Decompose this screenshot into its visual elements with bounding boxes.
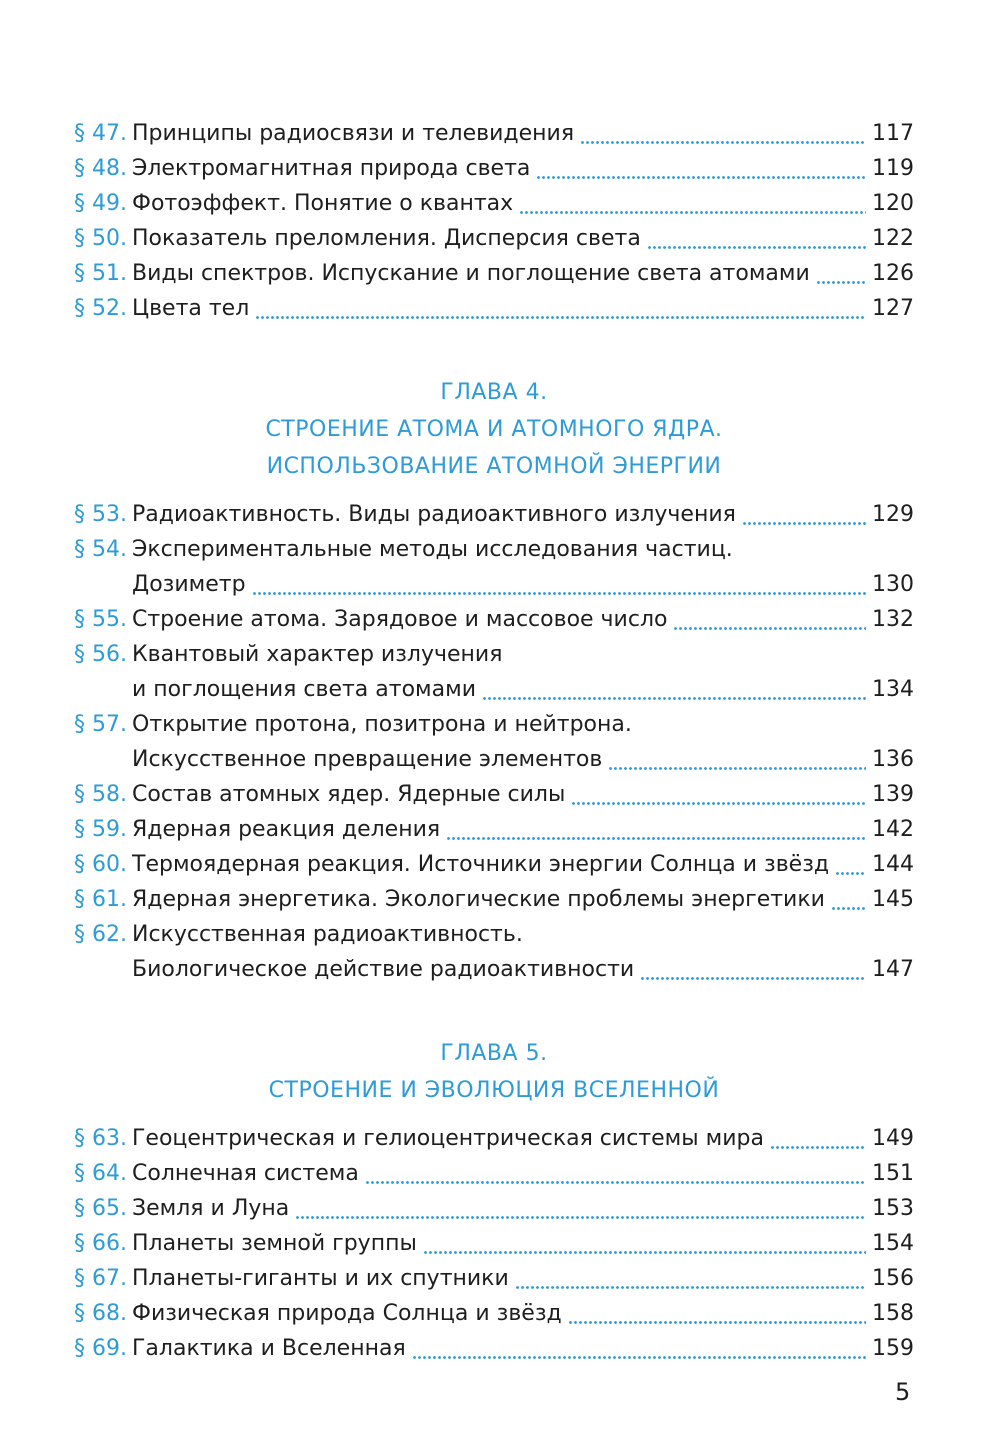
toc-entry[interactable] [74, 602, 914, 637]
dot-leader [446, 812, 866, 847]
dot-leader [673, 602, 866, 637]
toc-entry[interactable] [74, 497, 914, 532]
dot-leader [831, 882, 866, 917]
entry-line [132, 602, 914, 637]
page-reference: 117 [872, 121, 914, 146]
chapter-heading [74, 374, 914, 485]
entry-line [132, 917, 914, 952]
chapter-heading [74, 1035, 914, 1109]
entry-line [132, 1121, 914, 1156]
toc-entry[interactable] [74, 1261, 914, 1296]
toc-entry[interactable] [74, 917, 914, 987]
section-number: § 69. [74, 1336, 127, 1361]
entry-title: Квантовый характер излучения [132, 642, 503, 667]
dot-leader [295, 1191, 866, 1226]
entry-title: Физическая природа Солнца и звёзд [132, 1301, 562, 1326]
entry-title: Биологическое действие радиоактивности [132, 957, 635, 982]
dot-leader [647, 221, 866, 256]
page-reference: 145 [872, 887, 914, 912]
section-number: § 67. [74, 1266, 127, 1291]
entry-body [132, 1191, 914, 1226]
section-number: § 54. [74, 537, 127, 562]
dot-leader [571, 777, 866, 812]
entry-title: Электромагнитная природа света [132, 156, 531, 181]
entry-line [132, 882, 914, 917]
page-reference: 151 [872, 1161, 914, 1186]
entry-line [132, 812, 914, 847]
page-reference: 136 [872, 747, 914, 772]
entry-title: Искусственная радиоактивность. [132, 922, 523, 947]
toc-entry[interactable] [74, 847, 914, 882]
entry-line [132, 1296, 914, 1331]
entry-line [132, 1191, 914, 1226]
entry-body [132, 497, 914, 532]
entry-body [132, 707, 914, 777]
page-reference: 126 [872, 261, 914, 286]
page-reference: 144 [872, 852, 914, 877]
dot-leader [536, 151, 866, 186]
toc-entry[interactable] [74, 1296, 914, 1331]
section-number: § 60. [74, 852, 127, 877]
dot-leader [770, 1121, 866, 1156]
page-reference: 149 [872, 1126, 914, 1151]
section-number: § 48. [74, 156, 127, 181]
dot-leader [580, 116, 866, 151]
entry-body [132, 186, 914, 221]
dot-leader [482, 672, 866, 707]
section-number: § 49. [74, 191, 127, 216]
entry-title: Показатель преломления. Дисперсия света [132, 226, 641, 251]
entry-body [132, 637, 914, 707]
toc-entry[interactable] [74, 116, 914, 151]
entry-line [132, 1226, 914, 1261]
entry-body [132, 291, 914, 326]
toc-entry[interactable] [74, 1226, 914, 1261]
entry-line [132, 847, 914, 882]
entry-line [132, 532, 914, 567]
page-reference: 147 [872, 957, 914, 982]
toc-entry[interactable] [74, 151, 914, 186]
entry-body [132, 1156, 914, 1191]
section-number: § 68. [74, 1301, 127, 1326]
dot-leader [255, 291, 866, 326]
entry-line [132, 637, 914, 672]
chapter-label: ГЛАВА 4. [440, 380, 548, 405]
dot-leader [519, 186, 866, 221]
section-number: § 58. [74, 782, 127, 807]
toc-entry[interactable] [74, 1331, 914, 1366]
toc-group [74, 116, 914, 326]
toc-entry[interactable] [74, 1191, 914, 1226]
entry-line [132, 186, 914, 221]
entry-title: Виды спектров. Испускание и поглощение света атомами [132, 261, 810, 286]
page-reference: 139 [872, 782, 914, 807]
section-number: § 50. [74, 226, 127, 251]
toc-entry[interactable] [74, 1156, 914, 1191]
entry-body [132, 777, 914, 812]
page-reference: 134 [872, 677, 914, 702]
entry-title: Ядерная реакция деления [132, 817, 441, 842]
entry-body [132, 151, 914, 186]
entry-body [132, 812, 914, 847]
section-number: § 55. [74, 607, 127, 632]
entry-line [132, 707, 914, 742]
toc-entry[interactable] [74, 532, 914, 602]
entry-body [132, 602, 914, 637]
toc-entry[interactable] [74, 221, 914, 256]
entry-line [132, 777, 914, 812]
entry-body [132, 1226, 914, 1261]
toc-entry[interactable] [74, 1121, 914, 1156]
entry-title: Геоцентрическая и гелиоцентрическая системы мира [132, 1126, 764, 1151]
section-number: § 47. [74, 121, 127, 146]
entry-title: Солнечная система [132, 1161, 359, 1186]
entry-line [132, 221, 914, 256]
dot-leader [816, 256, 866, 291]
section-number: § 51. [74, 261, 127, 286]
toc-entry[interactable] [74, 882, 914, 917]
page-reference: 154 [872, 1231, 914, 1256]
section-number: § 63. [74, 1126, 127, 1151]
entry-title: Экспериментальные методы исследования частиц. [132, 537, 733, 562]
toc-group [74, 497, 914, 987]
entry-title: Термоядерная реакция. Источники энергии Солнца и звёзд [132, 852, 830, 877]
entry-title: Искусственное превращение элементов [132, 747, 603, 772]
dot-leader [252, 567, 866, 602]
page-reference: 120 [872, 191, 914, 216]
entry-body [132, 1331, 914, 1366]
dot-leader [412, 1331, 866, 1366]
toc-entry[interactable] [74, 186, 914, 221]
entry-body [132, 847, 914, 882]
page-reference: 127 [872, 296, 914, 321]
section-number: § 56. [74, 642, 127, 667]
toc-entry[interactable] [74, 777, 914, 812]
entry-body [132, 256, 914, 291]
page-reference: 142 [872, 817, 914, 842]
page-reference: 156 [872, 1266, 914, 1291]
entry-line [132, 1331, 914, 1366]
dot-leader [423, 1226, 866, 1261]
entry-body [132, 1121, 914, 1156]
entry-title: Строение атома. Зарядовое и массовое число [132, 607, 668, 632]
table-of-contents [74, 116, 914, 1366]
entry-line [132, 742, 914, 777]
entry-line [132, 116, 914, 151]
entry-title: Планеты-гиганты и их спутники [132, 1266, 509, 1291]
entry-body [132, 1296, 914, 1331]
entry-title: Принципы радиосвязи и телевидения [132, 121, 575, 146]
dot-leader [640, 952, 866, 987]
entry-title: Дозиметр [132, 572, 246, 597]
dot-leader [568, 1296, 866, 1331]
entry-line [132, 952, 914, 987]
entry-body [132, 882, 914, 917]
section-number: § 62. [74, 922, 127, 947]
entry-body [132, 221, 914, 256]
dot-leader [365, 1156, 866, 1191]
entry-title: Фотоэффект. Понятие о квантах [132, 191, 514, 216]
dot-leader [742, 497, 866, 532]
dot-leader [515, 1261, 866, 1296]
entry-title: Цвета тел [132, 296, 250, 321]
section-number: § 59. [74, 817, 127, 842]
page-reference: 129 [872, 502, 914, 527]
toc-entry[interactable] [74, 637, 914, 707]
section-number: § 52. [74, 296, 127, 321]
entry-title: и поглощения света атомами [132, 677, 476, 702]
section-number: § 66. [74, 1231, 127, 1256]
entry-title: Ядерная энергетика. Экологические проблемы энергетики [132, 887, 825, 912]
chapter-label: ГЛАВА 5. [440, 1041, 548, 1066]
entry-line [132, 151, 914, 186]
entry-body [132, 1261, 914, 1296]
entry-line [132, 567, 914, 602]
entry-line [132, 256, 914, 291]
entry-line [132, 497, 914, 532]
entry-title: Галактика и Вселенная [132, 1336, 406, 1361]
entry-body [132, 116, 914, 151]
page-reference: 130 [872, 572, 914, 597]
page-reference: 119 [872, 156, 914, 181]
page-reference: 158 [872, 1301, 914, 1326]
toc-entry[interactable] [74, 256, 914, 291]
entry-title: Радиоактивность. Виды радиоактивного излучения [132, 502, 736, 527]
section-number: § 61. [74, 887, 127, 912]
dot-leader [835, 847, 866, 882]
entry-title: Открытие протона, позитрона и нейтрона. [132, 712, 632, 737]
entry-title: Состав атомных ядер. Ядерные силы [132, 782, 566, 807]
section-number: § 57. [74, 712, 127, 737]
entry-body [132, 532, 914, 602]
chapter-title: СТРОЕНИЕ И ЭВОЛЮЦИЯ ВСЕЛЕННОЙ [268, 1078, 720, 1103]
section-number: § 65. [74, 1196, 127, 1221]
page-reference: 153 [872, 1196, 914, 1221]
page-reference: 122 [872, 226, 914, 251]
toc-group [74, 1121, 914, 1366]
entry-line [132, 1156, 914, 1191]
toc-entry[interactable] [74, 812, 914, 847]
chapter-title: СТРОЕНИЕ АТОМА И АТОМНОГО ЯДРА. [265, 417, 723, 442]
entry-line [132, 1261, 914, 1296]
toc-entry[interactable] [74, 291, 914, 326]
entry-line [132, 672, 914, 707]
page-number: 5 [895, 1378, 911, 1406]
section-number: § 53. [74, 502, 127, 527]
toc-entry[interactable] [74, 707, 914, 777]
page-reference: 132 [872, 607, 914, 632]
entry-body [132, 917, 914, 987]
entry-title: Планеты земной группы [132, 1231, 417, 1256]
dot-leader [608, 742, 866, 777]
chapter-title: ИСПОЛЬЗОВАНИЕ АТОМНОЙ ЭНЕРГИИ [266, 454, 722, 479]
entry-line [132, 291, 914, 326]
section-number: § 64. [74, 1161, 127, 1186]
entry-title: Земля и Луна [132, 1196, 290, 1221]
page-reference: 159 [872, 1336, 914, 1361]
